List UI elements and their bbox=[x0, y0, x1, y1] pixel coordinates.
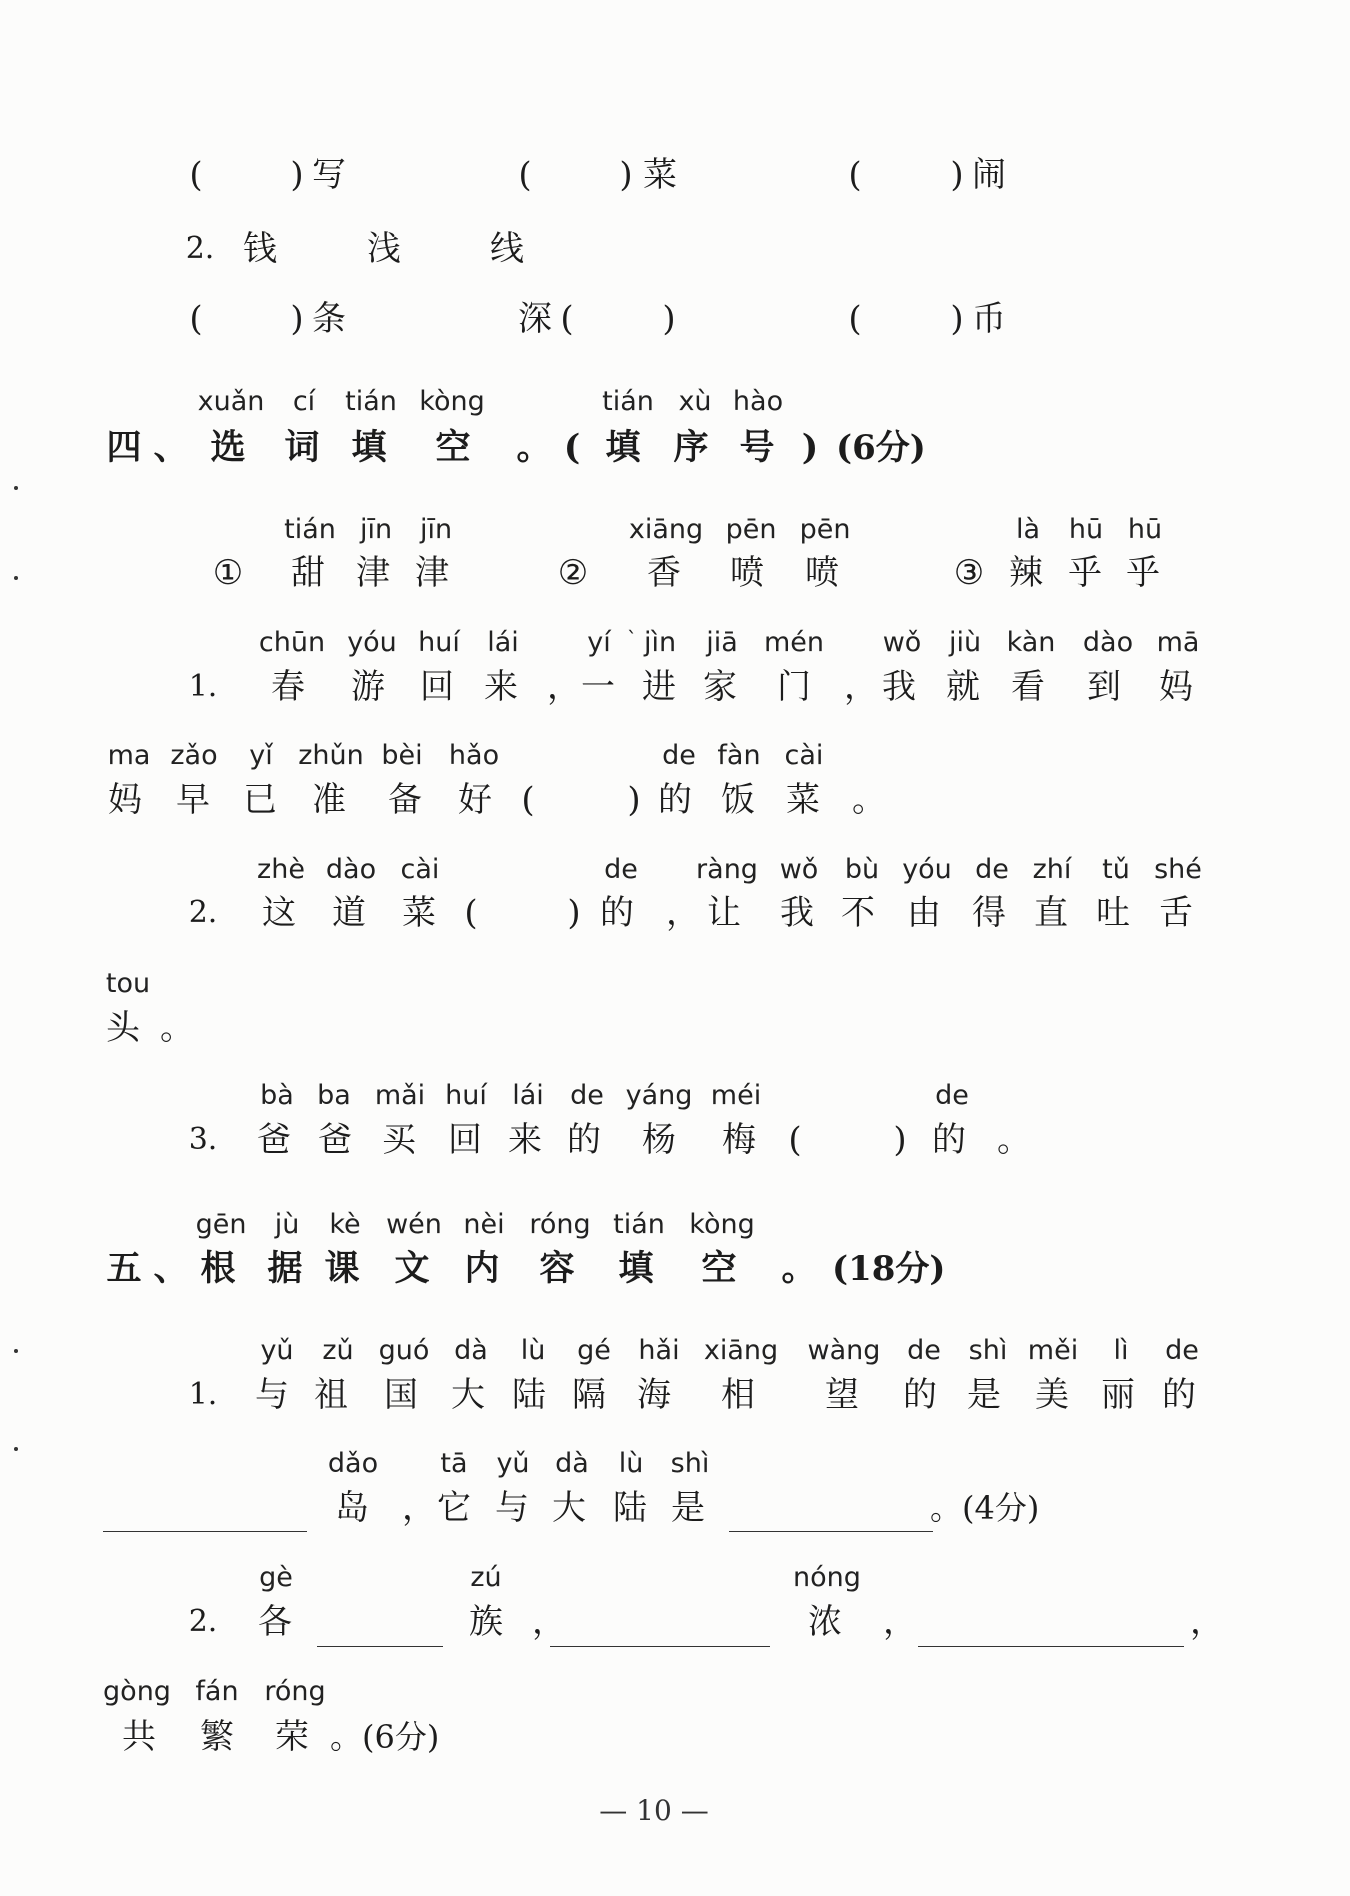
char: 浅 bbox=[367, 229, 401, 269]
pinyin: huí bbox=[445, 1080, 487, 1111]
pinyin: fàn bbox=[717, 740, 761, 771]
char: 深 bbox=[518, 299, 552, 339]
char: 门 bbox=[777, 667, 811, 707]
char: 共 bbox=[122, 1717, 156, 1757]
question-number: 3. bbox=[188, 1122, 218, 1157]
paren-open: ( bbox=[189, 299, 203, 339]
scan-dot bbox=[14, 1349, 18, 1353]
punctuation: 。 bbox=[516, 427, 552, 468]
char: 好 bbox=[458, 780, 492, 820]
paren-close: ) bbox=[619, 155, 633, 195]
option-marker-1: ① bbox=[212, 553, 244, 593]
title-char: 据 bbox=[267, 1248, 303, 1289]
pinyin: xiāng bbox=[628, 514, 704, 545]
paren-open: ( bbox=[788, 1120, 802, 1160]
char: 大 bbox=[552, 1488, 586, 1528]
char: 饭 bbox=[721, 780, 755, 820]
paren-open: ( bbox=[464, 893, 478, 933]
pinyin: xiāng bbox=[703, 1335, 779, 1366]
pinyin: de bbox=[935, 1080, 969, 1111]
pinyin: zú bbox=[470, 1562, 502, 1593]
pinyin: pēn bbox=[725, 514, 777, 545]
paren-close: ) bbox=[627, 780, 641, 820]
pinyin: yóu bbox=[902, 854, 952, 885]
title-char: 课 bbox=[324, 1248, 360, 1289]
char: 来 bbox=[484, 667, 518, 707]
punctuation: 。 bbox=[852, 780, 886, 820]
pinyin: dào bbox=[325, 854, 377, 885]
pinyin: tǔ bbox=[1102, 854, 1130, 885]
pinyin: hū bbox=[1127, 514, 1163, 545]
char: 陆 bbox=[512, 1375, 546, 1415]
pinyin: nèi bbox=[463, 1209, 505, 1240]
char: 香 bbox=[647, 553, 681, 593]
char: 已 bbox=[243, 780, 277, 820]
char: 海 bbox=[637, 1375, 671, 1415]
char: 的 bbox=[1162, 1375, 1196, 1415]
pinyin: tou bbox=[105, 968, 151, 999]
stray-tone-mark: ˋ bbox=[627, 627, 637, 651]
paren-open: ( bbox=[189, 155, 203, 195]
punctuation: 。 bbox=[781, 1248, 817, 1289]
answer-blank bbox=[550, 1646, 770, 1647]
char: 一 bbox=[581, 667, 615, 707]
char: 辣 bbox=[1009, 553, 1043, 593]
pinyin: fán bbox=[195, 1676, 239, 1707]
pinyin: róng bbox=[264, 1676, 326, 1707]
char: 线 bbox=[490, 229, 524, 269]
title-char: 内 bbox=[464, 1248, 500, 1289]
char: 各 bbox=[258, 1602, 292, 1642]
pinyin: hǎi bbox=[638, 1335, 680, 1366]
char: 相 bbox=[721, 1375, 755, 1415]
char: 菜 bbox=[643, 155, 677, 195]
page-number: — 10 — bbox=[599, 1794, 709, 1827]
pinyin: zhí bbox=[1032, 854, 1072, 885]
char: 钱 bbox=[243, 229, 277, 269]
char: 买 bbox=[382, 1120, 416, 1160]
char: 乎 bbox=[1068, 553, 1102, 593]
paren-close: ) bbox=[662, 299, 676, 339]
char: 梅 bbox=[722, 1120, 756, 1160]
char: 喷 bbox=[730, 553, 764, 593]
title-char: 根 bbox=[200, 1248, 236, 1289]
score-label: 。(6分) bbox=[330, 1718, 440, 1756]
pinyin: de bbox=[907, 1335, 941, 1366]
pinyin: yǐ bbox=[249, 740, 273, 771]
pinyin: wǒ bbox=[882, 627, 922, 658]
pinyin: gè bbox=[259, 1562, 293, 1593]
paren-open: ( bbox=[563, 427, 581, 468]
char: 进 bbox=[642, 667, 676, 707]
pinyin: yǔ bbox=[496, 1448, 530, 1479]
paren-close: ) bbox=[801, 427, 819, 468]
char: 菜 bbox=[402, 893, 436, 933]
paren-close: ) bbox=[950, 155, 964, 195]
paren-open: ( bbox=[848, 155, 862, 195]
punctuation: ， bbox=[844, 667, 878, 707]
pinyin: měi bbox=[1027, 1335, 1079, 1366]
paren-open: ( bbox=[518, 155, 532, 195]
char: 的 bbox=[658, 780, 692, 820]
pinyin: kàn bbox=[1006, 627, 1056, 658]
char: 不 bbox=[841, 893, 875, 933]
char: 的 bbox=[567, 1120, 601, 1160]
pinyin: kòng bbox=[689, 1209, 755, 1240]
pinyin: tián bbox=[284, 514, 336, 545]
section-number: 五 bbox=[106, 1248, 142, 1289]
pinyin: lù bbox=[520, 1335, 546, 1366]
paren-open: ( bbox=[848, 299, 862, 339]
title-char: 填 bbox=[351, 427, 387, 468]
score-label: 。(4分) bbox=[930, 1489, 1040, 1527]
char: 舌 bbox=[1159, 893, 1193, 933]
punctuation: ， bbox=[1190, 1602, 1224, 1642]
pinyin: wǒ bbox=[779, 854, 819, 885]
question-number: 1. bbox=[188, 1377, 218, 1412]
pinyin: cí bbox=[292, 386, 316, 417]
pinyin: dǎo bbox=[327, 1448, 379, 1479]
title-char: 空 bbox=[435, 427, 471, 468]
char: 大 bbox=[451, 1375, 485, 1415]
char: 美 bbox=[1035, 1375, 1069, 1415]
char: 浓 bbox=[808, 1602, 842, 1642]
question-number: 2. bbox=[188, 895, 218, 930]
pinyin: zǔ bbox=[322, 1335, 354, 1366]
pinyin: ràng bbox=[696, 854, 758, 885]
pinyin: tián bbox=[602, 386, 654, 417]
title-char: 词 bbox=[284, 427, 320, 468]
char: 直 bbox=[1034, 893, 1068, 933]
char: 币 bbox=[972, 299, 1006, 339]
char: 闹 bbox=[972, 155, 1006, 195]
pinyin: shé bbox=[1154, 854, 1202, 885]
paren-close: ) bbox=[290, 299, 304, 339]
pinyin: bà bbox=[260, 1080, 294, 1111]
score-label: (6分) bbox=[836, 428, 926, 468]
char: 到 bbox=[1087, 667, 1121, 707]
char: 陆 bbox=[613, 1488, 647, 1528]
char: 甜 bbox=[291, 553, 325, 593]
pinyin: gòng bbox=[103, 1676, 171, 1707]
pinyin: zǎo bbox=[170, 740, 218, 771]
pinyin: là bbox=[1015, 514, 1041, 545]
char: 喷 bbox=[805, 553, 839, 593]
pinyin: yí bbox=[587, 627, 611, 658]
punctuation: 、 bbox=[153, 1248, 189, 1289]
paren-close: ) bbox=[567, 893, 581, 933]
char: 丽 bbox=[1101, 1375, 1135, 1415]
pinyin: róng bbox=[529, 1209, 591, 1240]
pinyin: lì bbox=[1113, 1335, 1129, 1366]
pinyin: dào bbox=[1082, 627, 1134, 658]
pinyin: tā bbox=[440, 1448, 468, 1479]
pinyin: yǔ bbox=[260, 1335, 294, 1366]
char: 备 bbox=[388, 780, 422, 820]
char: 爸 bbox=[318, 1120, 352, 1160]
title-char: 填 bbox=[605, 427, 641, 468]
scan-dot bbox=[14, 486, 18, 490]
title-char: 空 bbox=[701, 1248, 737, 1289]
pinyin: hū bbox=[1068, 514, 1104, 545]
pinyin: yáng bbox=[625, 1080, 693, 1111]
answer-blank bbox=[317, 1646, 443, 1647]
answer-blank bbox=[918, 1646, 1184, 1647]
char: 的 bbox=[903, 1375, 937, 1415]
title-char: 容 bbox=[539, 1248, 575, 1289]
option-marker-2: ② bbox=[557, 553, 589, 593]
answer-blank bbox=[729, 1531, 933, 1532]
answer-blank bbox=[103, 1531, 307, 1532]
char: 看 bbox=[1011, 667, 1045, 707]
char: 与 bbox=[255, 1375, 289, 1415]
char: 写 bbox=[312, 155, 346, 195]
char: 津 bbox=[415, 553, 449, 593]
char: 的 bbox=[600, 893, 634, 933]
punctuation: ， bbox=[666, 893, 700, 933]
char: 的 bbox=[932, 1120, 966, 1160]
pinyin: de bbox=[662, 740, 696, 771]
char: 让 bbox=[707, 893, 741, 933]
pinyin: cài bbox=[400, 854, 440, 885]
pinyin: kòng bbox=[419, 386, 485, 417]
paren-close: ) bbox=[893, 1120, 907, 1160]
pinyin: ba bbox=[317, 1080, 351, 1111]
char: 春 bbox=[271, 667, 305, 707]
char: 国 bbox=[384, 1375, 418, 1415]
pinyin: xuǎn bbox=[197, 386, 265, 417]
char: 吐 bbox=[1096, 893, 1130, 933]
pinyin: wàng bbox=[807, 1335, 881, 1366]
pinyin: lù bbox=[618, 1448, 644, 1479]
char: 族 bbox=[469, 1602, 503, 1642]
char: 我 bbox=[780, 893, 814, 933]
section-number: 四 bbox=[106, 427, 142, 468]
char: 我 bbox=[882, 667, 916, 707]
char: 杨 bbox=[642, 1120, 676, 1160]
char: 妈 bbox=[108, 780, 142, 820]
char: 祖 bbox=[314, 1375, 348, 1415]
pinyin: mǎi bbox=[374, 1080, 426, 1111]
pinyin: bù bbox=[844, 854, 880, 885]
char: 头 bbox=[106, 1008, 140, 1048]
char: 乎 bbox=[1126, 553, 1160, 593]
char: 是 bbox=[967, 1375, 1001, 1415]
pinyin: jīn bbox=[419, 514, 453, 545]
pinyin: ma bbox=[107, 740, 151, 771]
paren-close: ) bbox=[290, 155, 304, 195]
char: 隔 bbox=[572, 1375, 606, 1415]
question-number: 2. bbox=[185, 231, 215, 266]
pinyin: jiù bbox=[948, 627, 982, 658]
char: 家 bbox=[703, 667, 737, 707]
pinyin: guó bbox=[378, 1335, 430, 1366]
paren-close: ) bbox=[950, 299, 964, 339]
pinyin: huí bbox=[418, 627, 460, 658]
pinyin: lái bbox=[487, 627, 519, 658]
char: 望 bbox=[825, 1375, 859, 1415]
pinyin: de bbox=[604, 854, 638, 885]
pinyin: kè bbox=[329, 1209, 361, 1240]
char: 得 bbox=[972, 893, 1006, 933]
pinyin: chūn bbox=[258, 627, 326, 658]
option-marker-3: ③ bbox=[953, 553, 985, 593]
pinyin: nóng bbox=[793, 1562, 861, 1593]
pinyin: wén bbox=[386, 1209, 442, 1240]
pinyin: shì bbox=[670, 1448, 710, 1479]
char: 是 bbox=[671, 1488, 705, 1528]
question-number: 1. bbox=[188, 669, 218, 704]
char: 由 bbox=[907, 893, 941, 933]
char: 来 bbox=[508, 1120, 542, 1160]
scan-dot bbox=[14, 1447, 18, 1451]
title-char: 选 bbox=[210, 427, 246, 468]
char: 准 bbox=[312, 780, 346, 820]
punctuation: ， bbox=[547, 667, 581, 707]
title-char: 号 bbox=[739, 427, 775, 468]
punctuation: 。 bbox=[160, 1008, 194, 1048]
pinyin: zhè bbox=[257, 854, 305, 885]
pinyin: méi bbox=[710, 1080, 762, 1111]
title-char: 序 bbox=[673, 427, 709, 468]
pinyin: de bbox=[570, 1080, 604, 1111]
pinyin: gé bbox=[577, 1335, 611, 1366]
char: 菜 bbox=[786, 780, 820, 820]
char: 它 bbox=[437, 1488, 471, 1528]
pinyin: shì bbox=[968, 1335, 1008, 1366]
char: 游 bbox=[351, 667, 385, 707]
punctuation: ， bbox=[883, 1602, 917, 1642]
punctuation: ， bbox=[532, 1602, 566, 1642]
question-number: 2. bbox=[188, 1604, 218, 1639]
pinyin: yóu bbox=[347, 627, 397, 658]
pinyin: hào bbox=[732, 386, 784, 417]
pinyin: de bbox=[1165, 1335, 1199, 1366]
pinyin: xù bbox=[678, 386, 712, 417]
char: 爸 bbox=[257, 1120, 291, 1160]
char: 与 bbox=[495, 1488, 529, 1528]
punctuation: ， bbox=[402, 1488, 436, 1528]
char: 这 bbox=[262, 893, 296, 933]
char: 繁 bbox=[200, 1717, 234, 1757]
pinyin: cài bbox=[784, 740, 824, 771]
char: 就 bbox=[946, 667, 980, 707]
pinyin: tián bbox=[345, 386, 397, 417]
char: 条 bbox=[312, 299, 346, 339]
scan-dot bbox=[14, 576, 18, 580]
char: 妈 bbox=[1159, 667, 1193, 707]
punctuation: 、 bbox=[153, 427, 189, 468]
pinyin: dà bbox=[555, 1448, 589, 1479]
pinyin: pēn bbox=[799, 514, 851, 545]
pinyin: jīn bbox=[359, 514, 393, 545]
char: 荣 bbox=[275, 1717, 309, 1757]
pinyin: bèi bbox=[381, 740, 423, 771]
title-char: 填 bbox=[618, 1248, 654, 1289]
char: 岛 bbox=[335, 1488, 369, 1528]
title-char: 文 bbox=[394, 1248, 430, 1289]
char: 早 bbox=[176, 780, 210, 820]
pinyin: zhǔn bbox=[298, 740, 364, 771]
punctuation: 。 bbox=[997, 1120, 1031, 1160]
paren-open: ( bbox=[521, 780, 535, 820]
pinyin: jiā bbox=[706, 627, 738, 658]
char: 回 bbox=[420, 667, 454, 707]
char: 回 bbox=[448, 1120, 482, 1160]
paren-open: ( bbox=[560, 299, 574, 339]
pinyin: dà bbox=[454, 1335, 488, 1366]
pinyin: de bbox=[975, 854, 1009, 885]
pinyin: tián bbox=[613, 1209, 665, 1240]
score-label: (18分) bbox=[832, 1249, 946, 1289]
pinyin: jù bbox=[274, 1209, 300, 1240]
char: 津 bbox=[356, 553, 390, 593]
pinyin: lái bbox=[512, 1080, 544, 1111]
pinyin: mén bbox=[763, 627, 825, 658]
pinyin: gēn bbox=[195, 1209, 247, 1240]
char: 道 bbox=[332, 893, 366, 933]
pinyin: mā bbox=[1156, 627, 1200, 658]
pinyin: hǎo bbox=[448, 740, 500, 771]
pinyin: jìn bbox=[643, 627, 677, 658]
